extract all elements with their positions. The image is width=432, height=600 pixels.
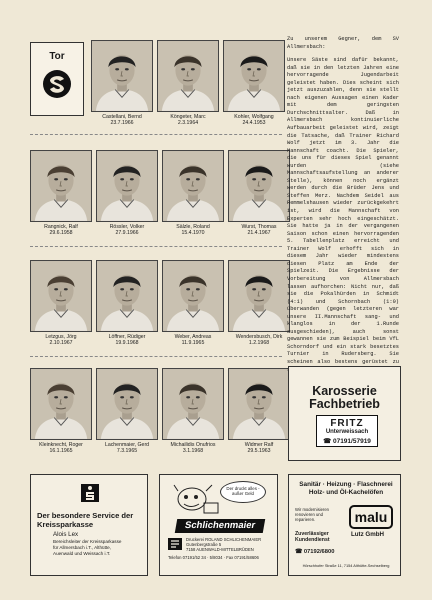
cartoon-figure-icon bbox=[168, 479, 228, 517]
player-portrait-icon bbox=[31, 261, 91, 331]
player-portrait-icon bbox=[97, 369, 157, 439]
row-divider bbox=[30, 134, 282, 135]
ad-malu-kundendienst bbox=[295, 531, 343, 543]
player-name: Castellani, Bernd bbox=[102, 114, 142, 120]
ad-sparkasse-detail: Auenwald und Weissach i.T. bbox=[53, 550, 111, 556]
ad-schlichenmaier-line: Druckerei ROLAND SCHLICHENMAIER bbox=[186, 537, 262, 542]
ad-sparkasse-detail: Bereichsleiter der Kreissparkasse bbox=[53, 539, 122, 544]
player-photo bbox=[228, 368, 290, 440]
player-name: Köngeter, Marc bbox=[170, 114, 206, 120]
player-card bbox=[30, 260, 92, 346]
player-card bbox=[157, 40, 219, 126]
player-name: Kohler, Wolfgang bbox=[234, 114, 274, 120]
player-name: Weber, Andreas bbox=[174, 334, 212, 340]
player-name: Wendersbusch, Dirk bbox=[235, 334, 283, 340]
ad-sparkasse-person: Alois Lex bbox=[53, 531, 79, 538]
goalkeeper-label-box bbox=[30, 42, 84, 116]
player-portrait-icon bbox=[163, 261, 223, 331]
player-birthdate: 3.1.1968 bbox=[182, 448, 204, 454]
ad-sparkasse-slogan: Der besondere Service der Kreissparkasse bbox=[37, 511, 134, 529]
player-name: Rössler, Volker bbox=[109, 224, 145, 230]
player-portrait-icon bbox=[97, 261, 157, 331]
player-name: Letzgus, Jörg bbox=[45, 334, 77, 340]
player-photo bbox=[228, 150, 290, 222]
player-card bbox=[228, 368, 290, 454]
ad-malu-kd-line: Zuverlässiger bbox=[295, 531, 329, 537]
player-photo bbox=[228, 260, 290, 332]
player-photo bbox=[30, 368, 92, 440]
player-card bbox=[162, 150, 224, 236]
player-portrait-icon bbox=[163, 369, 223, 439]
player-name: Lachenmaier, Gerd bbox=[104, 442, 150, 448]
player-birthdate: 2.10.1967 bbox=[49, 340, 73, 346]
player-card bbox=[162, 260, 224, 346]
ad-karosserie-title-line2: Fachbetrieb bbox=[309, 397, 380, 411]
player-name: Löffner, Rüdiger bbox=[108, 334, 146, 340]
player-birthdate: 16.1.1965 bbox=[49, 448, 73, 454]
article-body: Unsere Säste sind dafür bekannt, daß sie in den letzten Jahren eine hervorragende Jugendarbeit geleistet haben. Dies scheint sich jetzt auszuzahlen, denn sie stellt nach eigenen Aussagen einen Kader mit dem geringsten Durchschnittsalter. Daß in Allmersbach kontinuierliche Aufbauarbeit geleistet wird, zeigt die Tatsache, daß Trainer Richard Wolf jetzt im 3. Jahr die Mannschaft coacht. Die Spieler, die uns für dieses Spiel genannt wurden (siehe Mannschaftsaufstellung an anderer Stelle), können noch ergänzt werden durch die Brüder Jens und Steffen Merz. Nachdem Seidel aus Remmelshausen wieder zurückgekehrt ist, wird die Mannschaft von Experten sehr hoch eingeschätzt. Sie hatte ja in der vergangenen Saison schon einen hervorragenden 5. Tabellenplatz erreicht und Trainer Wolf erhofft sich in diesem Jahr wieder mindestens diesen Platz am Ende der Spielzeit. Die Ergebnisse der Vorbereitung von Allmersbach lassen aufhorchen: Nicht nur, daß sie die Pokalhürden in Schmidt (4:1) und Schornbach (1:0) überwanden (gegen letzteren war unsere II.Mannschaft sang- und klanglos in der 1.Runde ausgeschieden), auch sonst gewannen sie zum Beispiel beim VfL Schorndorf und ein stark besetztes Turnier in Rudersberg. Sie scheinen also bestens gerüstet zu bbox=[287, 57, 399, 365]
player-name: Widmer Ralf bbox=[244, 442, 274, 448]
ad-schlichenmaier-line: Gutenbergstraße 5 bbox=[186, 542, 222, 547]
player-portrait-icon bbox=[229, 261, 289, 331]
print-shop-logo-icon bbox=[168, 538, 182, 550]
player-photo bbox=[162, 150, 224, 222]
player-birthdate: 1.2.1968 bbox=[248, 340, 270, 346]
ad-karosserie-title-line1: Karosserie bbox=[312, 384, 377, 398]
player-portrait-icon bbox=[97, 151, 157, 221]
club-logo-icon bbox=[42, 69, 72, 99]
ad-schlichenmaier-line: Telefon 07191/52 34 · 5/8034 · Fax 07191/58606 bbox=[168, 555, 259, 560]
player-card bbox=[228, 150, 290, 236]
player-card bbox=[162, 368, 224, 454]
player-portrait-icon bbox=[224, 41, 284, 111]
row-divider bbox=[30, 356, 282, 357]
speech-bubble: Der druckt alles - außer Geld bbox=[220, 481, 266, 503]
ad-malu-lutz bbox=[288, 474, 401, 576]
player-name: Wurst, Thomas bbox=[241, 224, 277, 230]
ad-malu-title: Sanitär · Heizung · Flaschnerei Holz- und Öl-Kachelöfen bbox=[299, 481, 393, 496]
player-birthdate: 7.3.1965 bbox=[116, 448, 138, 454]
player-birthdate: 29.6.1958 bbox=[49, 230, 73, 236]
row-divider bbox=[30, 246, 282, 247]
player-birthdate: 24.4.1953 bbox=[242, 120, 266, 126]
ad-karosserie-title bbox=[289, 385, 400, 411]
player-photo bbox=[96, 260, 158, 332]
article-title: Zu unserem Gegner, dem SV Allmersbach: bbox=[287, 36, 399, 50]
player-card bbox=[96, 260, 158, 346]
ad-malu-services bbox=[295, 507, 343, 522]
player-photo bbox=[30, 260, 92, 332]
ad-kreissparkasse bbox=[30, 474, 148, 576]
player-card bbox=[228, 260, 290, 346]
player-portrait-icon bbox=[229, 369, 289, 439]
player-photo bbox=[223, 40, 285, 112]
malu-logo-icon bbox=[349, 505, 393, 529]
ad-malu-service-line: Wir modernisieren bbox=[295, 507, 329, 512]
player-portrait-icon bbox=[229, 151, 289, 221]
ad-sparkasse-detail: für Allmersbach i.T., Althütte, bbox=[53, 544, 111, 550]
ad-malu-phone: ☎ 07192/6800 bbox=[295, 549, 335, 555]
ad-malu-service-line: renovieren und bbox=[295, 512, 323, 517]
malu-logo-text: malu bbox=[354, 509, 388, 525]
player-card bbox=[96, 368, 158, 454]
player-photo bbox=[157, 40, 219, 112]
ad-malu-company: Lutz GmbH bbox=[351, 531, 384, 538]
ad-karosserie-name: FRITZ bbox=[330, 418, 364, 429]
player-portrait-icon bbox=[163, 151, 223, 221]
player-portrait-icon bbox=[31, 369, 91, 439]
player-birthdate: 2.3.1964 bbox=[177, 120, 199, 126]
player-photo bbox=[30, 150, 92, 222]
ad-malu-kd-line: Kundendienst bbox=[295, 537, 330, 543]
player-card bbox=[91, 40, 153, 126]
player-birthdate: 27.9.1966 bbox=[115, 230, 139, 236]
player-photo bbox=[91, 40, 153, 112]
player-card bbox=[30, 368, 92, 454]
player-birthdate: 11.9.1965 bbox=[181, 340, 205, 346]
player-birthdate: 29.5.1963 bbox=[247, 448, 271, 454]
ad-karosserie-logo-box bbox=[316, 415, 378, 447]
ad-karosserie-phone: ☎ 07191/57919 bbox=[323, 438, 371, 445]
player-photo bbox=[96, 150, 158, 222]
player-photo bbox=[162, 260, 224, 332]
player-portrait-icon bbox=[31, 151, 91, 221]
ad-malu-service-line: reparieren. bbox=[295, 517, 316, 522]
ad-malu-address: Hörschhofer Straße 11, 7154 Althütte-Sechselberg bbox=[302, 563, 390, 568]
player-birthdate: 23.7.1966 bbox=[110, 120, 134, 126]
player-card bbox=[223, 40, 285, 126]
ad-schlichenmaier bbox=[159, 474, 278, 576]
player-birthdate: 15.4.1970 bbox=[181, 230, 205, 236]
player-birthdate: 21.4.1967 bbox=[247, 230, 271, 236]
player-portrait-icon bbox=[92, 41, 152, 111]
player-photo bbox=[162, 368, 224, 440]
player-card bbox=[30, 150, 92, 236]
ad-karosserie-town: Unterweissach bbox=[325, 429, 369, 435]
ad-schlichenmaier-line: 7158 AUENWALD-MITTELBRÜDEN bbox=[186, 547, 254, 552]
ad-schlichenmaier-name: Schlichenmaier bbox=[175, 519, 265, 533]
player-name: Sälzle, Roland bbox=[176, 224, 210, 230]
player-portrait-icon bbox=[158, 41, 218, 111]
opponent-article bbox=[287, 36, 399, 374]
ad-karosserie-fritz bbox=[288, 366, 401, 461]
tor-label: Tor bbox=[49, 51, 65, 62]
ad-sparkasse-details bbox=[53, 539, 145, 556]
player-birthdate: 19.9.1968 bbox=[115, 340, 139, 346]
player-name: Rangnick, Ralf bbox=[44, 224, 78, 230]
player-card bbox=[96, 150, 158, 236]
player-name: Michailidis Onufrios bbox=[170, 442, 216, 448]
sparkasse-logo-icon bbox=[81, 484, 99, 502]
player-photo bbox=[96, 368, 158, 440]
player-name: Kleinknecht, Roger bbox=[39, 442, 83, 448]
